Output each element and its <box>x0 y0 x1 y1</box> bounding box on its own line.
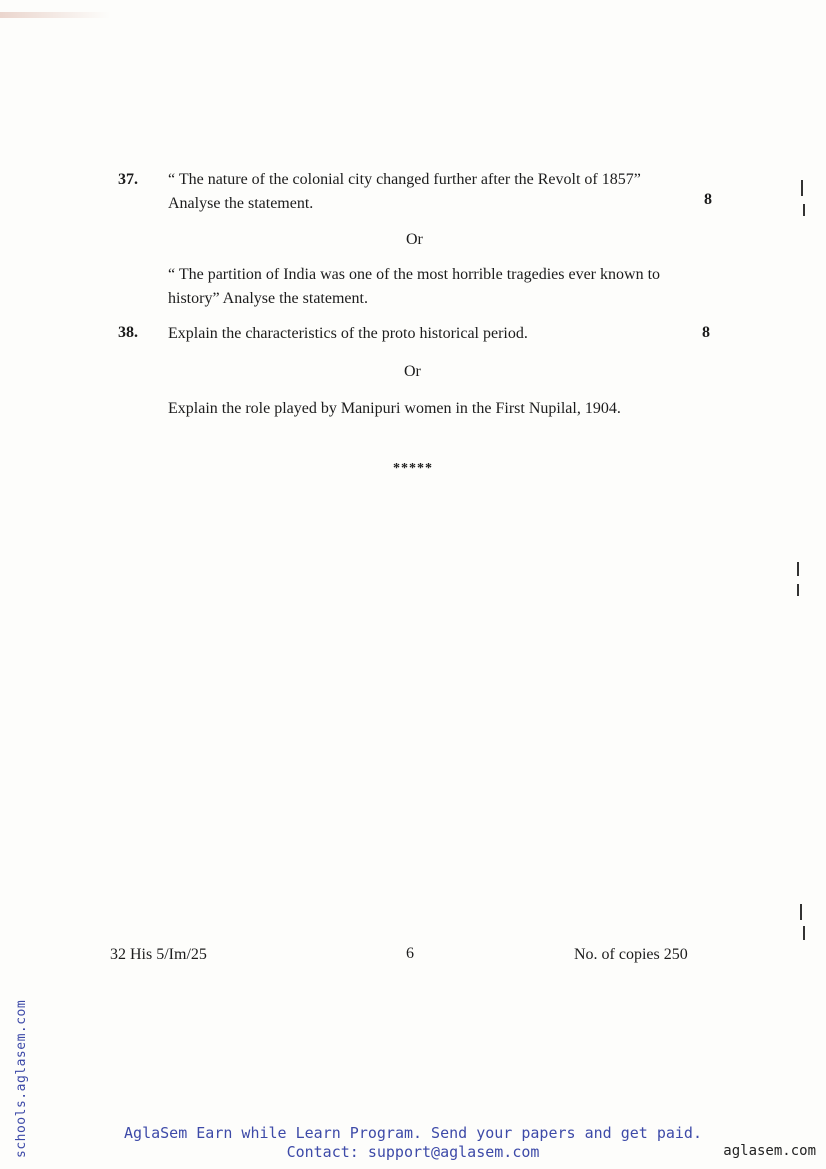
page-number: 6 <box>406 945 414 962</box>
question-number: 38. <box>118 324 138 341</box>
scan-mark <box>797 562 799 576</box>
scan-mark <box>801 180 803 196</box>
scan-mark <box>803 926 805 940</box>
question-text-line: “ The nature of the colonial city changed further after the Revolt of 1857” <box>168 171 641 188</box>
or-separator: Or <box>404 363 421 380</box>
question-text-line: Analyse the statement. <box>168 195 314 212</box>
alt-question-text-line: Explain the role played by Manipuri women in the First Nupilal, 1904. <box>168 400 621 417</box>
scan-smudge <box>0 12 110 18</box>
scan-mark <box>797 584 799 596</box>
watermark-line: AglaSem Earn while Learn Program. Send your papers and get paid. <box>124 1124 702 1142</box>
or-separator: Or <box>406 231 423 248</box>
question-number: 37. <box>118 171 138 188</box>
paper-code: 32 His 5/Im/25 <box>110 946 207 963</box>
scan-mark <box>803 204 805 216</box>
alt-question-text-line: “ The partition of India was one of the most horrible tragedies ever known to <box>168 266 661 283</box>
scan-mark <box>800 904 802 920</box>
copies-count: No. of copies 250 <box>574 946 688 963</box>
alt-question-text-line: history” Analyse the statement. <box>168 290 368 307</box>
question-marks: 8 <box>702 324 710 341</box>
end-marker: ***** <box>393 461 433 476</box>
side-watermark: schools.aglasem.com <box>14 999 29 1158</box>
question-text-line: Explain the characteristics of the proto historical period. <box>168 325 528 342</box>
question-marks: 8 <box>704 191 712 208</box>
watermark-contact: Contact: support@aglasem.com <box>286 1143 540 1161</box>
corner-watermark: aglasem.com <box>723 1143 816 1159</box>
